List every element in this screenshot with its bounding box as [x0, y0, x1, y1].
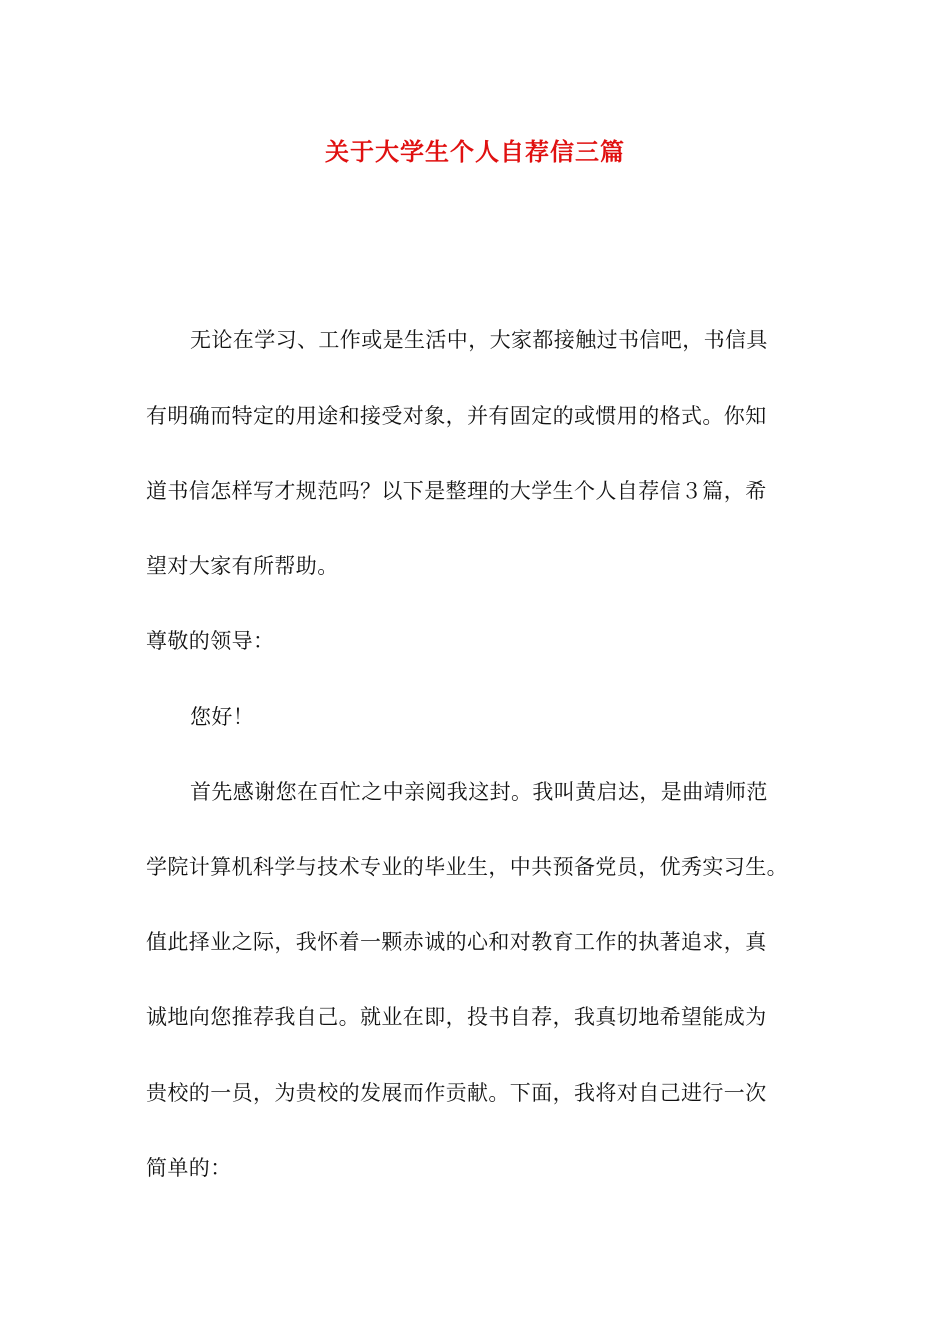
document-title: 关于大学生个人自荐信三篇 — [325, 138, 625, 166]
intro-line-4: 望对大家有所帮助。 — [146, 554, 339, 578]
body-line-3: 值此择业之际，我怀着一颗赤诚的心和对教育工作的执著追求，真 — [146, 930, 767, 954]
salutation: 尊敬的领导： — [146, 629, 275, 653]
body-line-4: 诚地向您推荐我自己。就业在即，投书自荐，我真切地希望能成为 — [146, 1005, 767, 1029]
body-line-2: 学院计算机科学与技术专业的毕业生，中共预备党员，优秀实习生。 — [146, 855, 788, 879]
greeting: 您好！ — [190, 705, 255, 729]
intro-line-2: 有明确而特定的用途和接受对象，并有固定的或惯用的格式。你知 — [146, 404, 767, 428]
body-line-6: 简单的： — [146, 1156, 232, 1180]
body-line-5: 贵校的一员，为贵校的发展而作贡献。下面，我将对自己进行一次 — [146, 1081, 767, 1105]
body-line-1: 首先感谢您在百忙之中亲阅我这封。我叫黄启达，是曲靖师范 — [190, 780, 768, 804]
intro-line-3: 道书信怎样写才规范吗？以下是整理的大学生个人自荐信３篇，希 — [146, 479, 767, 503]
intro-line-1: 无论在学习、工作或是生活中，大家都接触过书信吧，书信具 — [190, 328, 768, 352]
